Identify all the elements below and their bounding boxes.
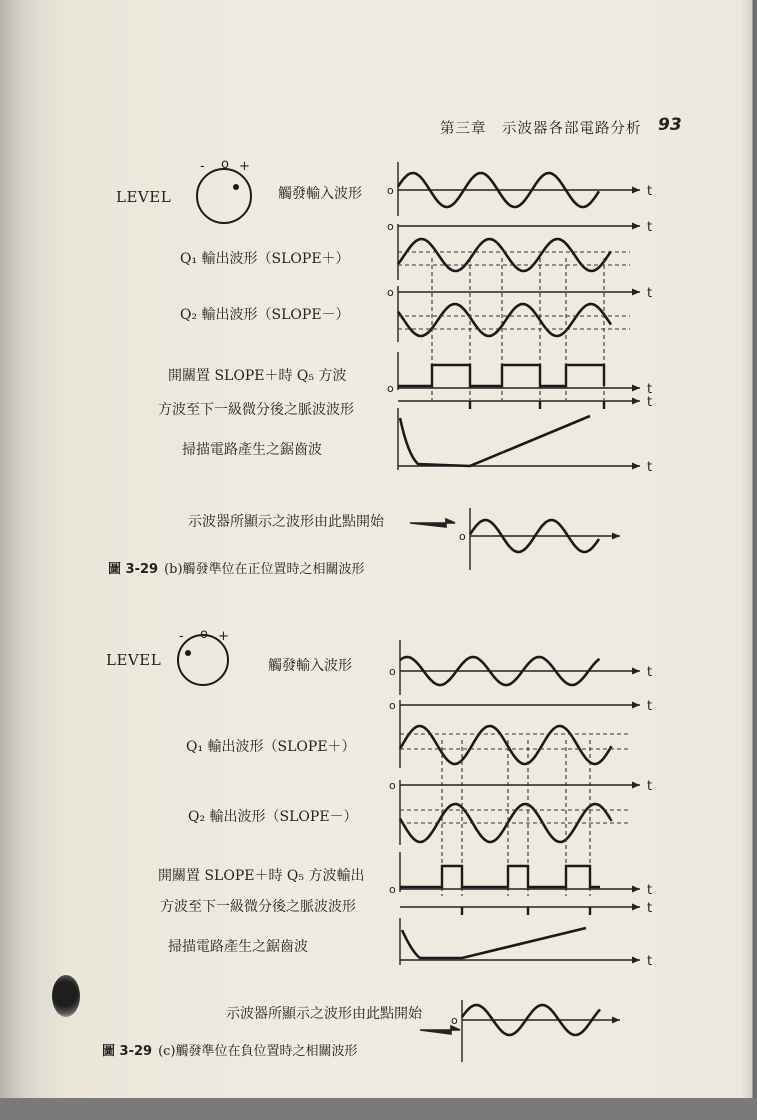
fig-b-caption-number: 圖 3-29 <box>108 562 159 577</box>
fig-c-q1-zero-label: o <box>389 699 396 712</box>
fig-b-q2-arrow <box>632 289 640 296</box>
fig-c-pulse-arrow <box>632 904 640 911</box>
fig-b-label-q1: Q₁ 輸出波形（SLOPE＋） <box>180 251 350 267</box>
fig-b-disp-zero-label: o <box>459 530 466 543</box>
fig-b-level-knob <box>197 169 251 223</box>
fig-c-input-t-label: t <box>647 665 653 680</box>
fig-c-label-square: 開關置 SLOPE＋時 Q₅ 方波輸出 <box>158 868 365 884</box>
fig-b-knob-indicator <box>233 184 239 190</box>
fig-b-label-q2: Q₂ 輸出波形（SLOPE－） <box>180 307 350 323</box>
fig-b-sq-t-label: t <box>647 382 653 397</box>
fig-c-knob-zero: o <box>200 627 208 642</box>
fig-b-sq-zero-label: o <box>387 382 394 395</box>
fig-c-q1-wave <box>400 726 612 764</box>
fig-c-label-q1: Q₁ 輸出波形（SLOPE＋） <box>186 739 356 755</box>
fig-c-disp-arrow <box>612 1017 620 1024</box>
fig-c-q2-arrow <box>632 782 640 789</box>
fig-b-level-label: LEVEL <box>116 188 172 206</box>
fig-b-input-arrow <box>632 187 640 194</box>
fig-b-knob-zero: o <box>221 157 229 172</box>
fig-c-input-zero-label: o <box>389 665 396 678</box>
fig-b-display-arrow <box>410 519 455 527</box>
fig-b-label-sawtooth: 掃描電路產生之鋸齒波 <box>182 442 322 458</box>
fig-b-knob-plus: + <box>239 159 250 174</box>
fig-b-saw-t-label: t <box>647 460 653 475</box>
fig-b-q2-zero-label: o <box>387 286 394 299</box>
page-number: 93 <box>658 115 682 135</box>
fig-b-knob-minus: - <box>200 159 205 174</box>
fig-b-square-wave <box>398 365 604 386</box>
fig-b-pulse-arrow <box>632 398 640 405</box>
fig-b-q2-wave <box>398 304 611 336</box>
fig-b-label-square: 開關置 SLOPE＋時 Q₅ 方波 <box>168 368 347 384</box>
fig-b-input-zero-label: o <box>387 184 394 197</box>
fig-b-pulse-t-label: t <box>647 395 653 410</box>
fig-c-knob-minus: - <box>179 629 184 644</box>
fig-b-q1-t-label: t <box>647 220 653 235</box>
fig-b-caption-text: (b)觸發準位在正位置時之相關波形 <box>164 562 365 577</box>
fig-b-saw-arrow <box>632 463 640 470</box>
fig-c-pulse-t-label: t <box>647 901 653 916</box>
fig-c-q2-t-label: t <box>647 779 653 794</box>
fig-c-label-trigger-input: 觸發輸入波形 <box>268 658 352 674</box>
fig-c-sq-arrow <box>632 886 640 893</box>
fig-c-saw-arrow <box>632 957 640 964</box>
fig-c-label-pulse: 方波至下一級微分後之脈波波形 <box>160 899 356 915</box>
fig-b-q2-t-label: t <box>647 286 653 301</box>
fig-c-label-q2: Q₂ 輸出波形（SLOPE－） <box>188 809 358 825</box>
fig-c-knob-indicator <box>185 650 191 656</box>
fig-b-label-trigger-input: 觸發輸入波形 <box>278 186 362 202</box>
fig-c-q2-zero-label: o <box>389 779 396 792</box>
fig-c-input-arrow <box>632 668 640 675</box>
fig-c-label-sawtooth: 掃描電路產生之鋸齒波 <box>168 939 308 955</box>
fig-c-square-wave <box>400 866 600 887</box>
fig-c-q1-arrow <box>632 702 640 709</box>
fig-b-label-display-start: 示波器所顯示之波形由此點開始 <box>188 514 384 530</box>
fig-c-sq-t-label: t <box>647 883 653 898</box>
fig-c-caption-number: 圖 3-29 <box>102 1044 153 1059</box>
fig-c-knob-plus: + <box>218 629 229 644</box>
fig-c-display-arrow <box>420 1026 460 1034</box>
fig-c-label-display-start: 示波器所顯示之波形由此點開始 <box>226 1006 422 1022</box>
fig-c-saw-t-label: t <box>647 954 653 969</box>
fig-b-q1-zero-label: o <box>387 220 394 233</box>
fig-c-q1-t-label: t <box>647 699 653 714</box>
fig-b-q1-wave <box>398 239 611 271</box>
fig-c-level-label: LEVEL <box>106 651 162 669</box>
fig-b-sawtooth <box>400 416 590 466</box>
chapter-heading: 第三章 示波器各部電路分析 <box>440 121 642 137</box>
fig-b-q1-arrow <box>632 223 640 230</box>
fig-b-sq-arrow <box>632 385 640 392</box>
fig-c-sawtooth <box>402 928 586 958</box>
fig-c-caption-text: (c)觸發準位在負位置時之相關波形 <box>158 1044 358 1059</box>
fig-c-sq-zero-label: o <box>389 883 396 896</box>
fig-b-input-t-label: t <box>647 184 653 199</box>
fig-b-label-pulse: 方波至下一級微分後之脈波波形 <box>158 402 354 418</box>
fig-c-disp-zero-label: o <box>451 1014 458 1027</box>
fig-b-disp-arrow <box>612 533 620 540</box>
